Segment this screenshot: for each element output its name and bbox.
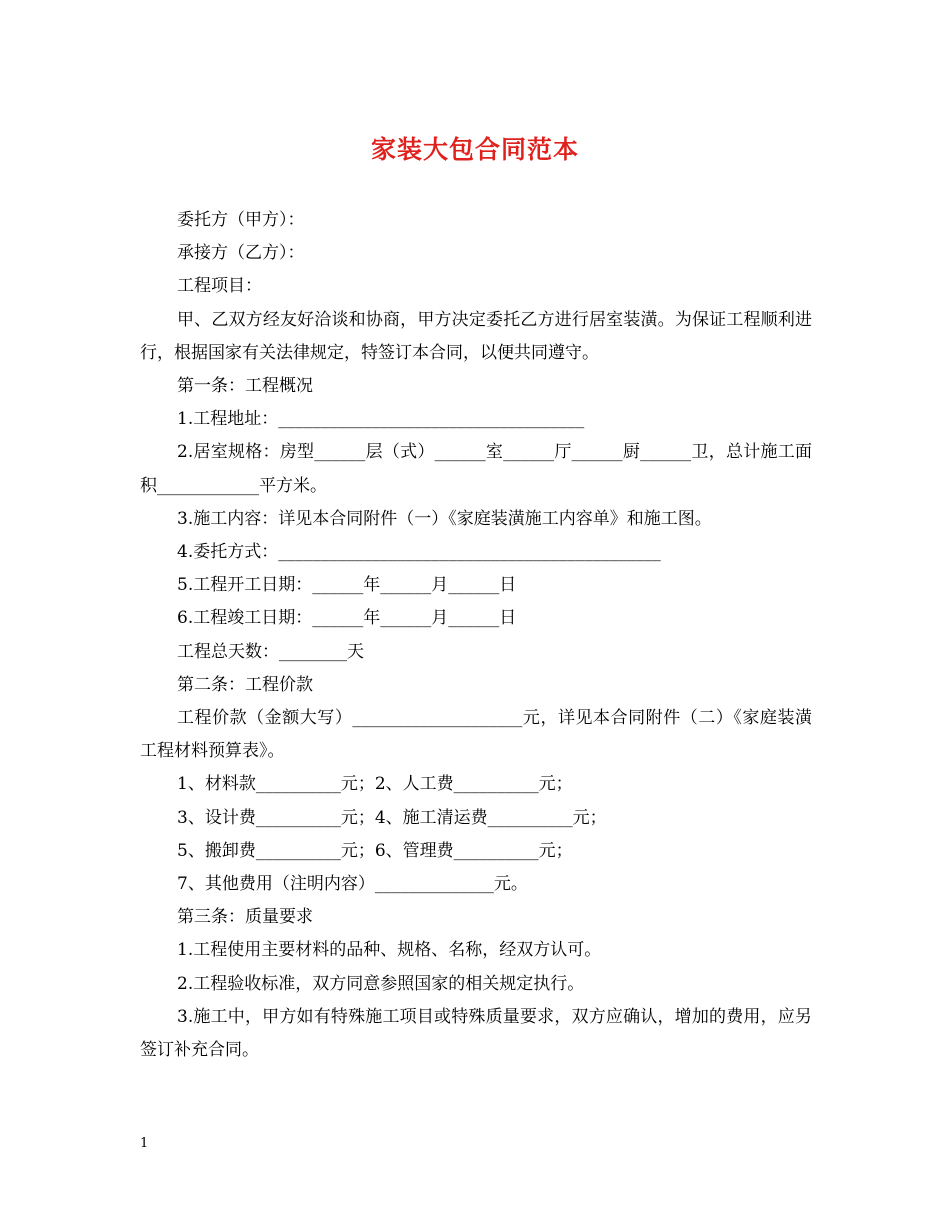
document-title: 家装大包合同范本 xyxy=(370,135,579,164)
room-spec-paragraph: 2.居室规格：房型______层（式）______室______厅______厨______卫，总计施工面积____________平方米。 xyxy=(140,442,812,496)
fee-line-4: 7、其他费用（注明内容）______________元。 xyxy=(177,874,528,895)
article-1-heading: 第一条：工程概况 xyxy=(177,376,313,397)
project-line: 工程项目： xyxy=(177,276,262,297)
page-number: 1 xyxy=(140,1136,149,1151)
completion-date-line: 6.工程竣工日期：______年______月______日 xyxy=(177,608,517,629)
total-days-line: 工程总天数：________天 xyxy=(177,641,364,662)
quality-item-3: 3.施工中，甲方如有特殊施工项目或特殊质量要求，双方应确认，增加的费用，应另签订补充合同。 xyxy=(140,1006,812,1061)
fee-line-3: 5、搬卸费__________元；6、管理费__________元； xyxy=(177,840,573,861)
construction-content-line: 3.施工内容：详见本合同附件（一）《家庭装潢施工内容单》和施工图。 xyxy=(177,508,712,529)
commission-method-line: 4.委托方式：_____________________________________________ xyxy=(177,542,661,563)
quality-item-1: 1.工程使用主要材料的品种、规格、名称，经双方认可。 xyxy=(177,940,602,961)
project-price-paragraph: 工程价款（金额大写）____________________元，详见本合同附件（二）《家庭装潢工程材料预算表》。 xyxy=(140,708,812,762)
preamble-paragraph: 甲、乙双方经友好洽谈和协商，甲方决定委托乙方进行居室装潢。为保证工程顺利进行，根据国家有关法律规定，特签订本合同，以便共同遵守。 xyxy=(140,309,812,363)
party-b-line: 承接方（乙方）： xyxy=(177,243,305,264)
article-2-heading: 第二条：工程价款 xyxy=(177,674,313,695)
party-a-line: 委托方（甲方）： xyxy=(177,210,305,230)
quality-item-2: 2.工程验收标准，双方同意参照国家的相关规定执行。 xyxy=(177,973,585,994)
document-body xyxy=(140,204,812,1067)
fee-line-1: 1、材料款__________元；2、人工费__________元； xyxy=(177,774,573,795)
start-date-line: 5.工程开工日期：______年______月______日 xyxy=(177,575,517,596)
article-3-heading: 第三条：质量要求 xyxy=(177,907,313,928)
fee-line-2: 3、设计费__________元；4、施工清运费__________元； xyxy=(177,807,607,828)
project-address-line: 1.工程地址：____________________________________ xyxy=(177,409,585,430)
